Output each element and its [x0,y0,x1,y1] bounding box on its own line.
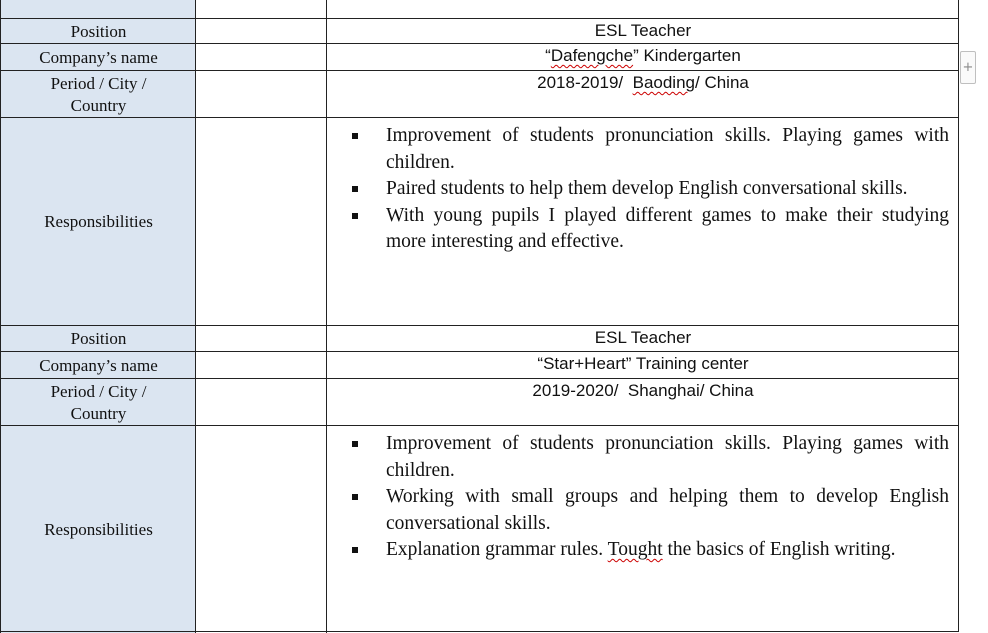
responsibilities-list [386,123,949,256]
blank-cell[interactable] [195,425,327,633]
label-responsibilities-1: Responsibilities [0,117,196,326]
list-item: Improvement of students pronunciation skills. Playing games with children. [386,123,949,176]
table-right-border [958,0,959,632]
blank-cell[interactable] [195,43,327,71]
blank-cell[interactable] [195,325,327,352]
blank-cell[interactable] [195,378,327,426]
blank-cell-top[interactable] [195,0,327,19]
bullet-icon [352,441,358,447]
bullet-icon [352,133,358,139]
responsibilities-value-1[interactable] [326,117,959,326]
label-company-1: Company’s name [0,43,196,71]
list-item: Explanation grammar rules. Tought the basics of English writing. [386,537,949,564]
bullet-icon [352,494,358,500]
company-value-1[interactable]: “Dafengche” Kindergarten [326,43,959,71]
label-company-2: Company’s name [0,351,196,379]
list-item: Working with small groups and helping them to develop English conversational skills. [386,484,949,537]
list-item: Paired students to help them develop English conversational skills. [386,176,949,203]
position-value-2[interactable]: ESL Teacher [326,325,959,352]
label-position-2: Position [0,325,196,352]
spelling-flag[interactable]: Tought [607,539,663,560]
label-period-2: Period / City / Country [0,378,196,426]
label-period-1: Period / City / Country [0,70,196,118]
blank-cell[interactable] [195,70,327,118]
bullet-icon [352,213,358,219]
list-item: Improvement of students pronunciation skills. Playing games with children. [386,431,949,484]
responsibilities-list [386,431,949,564]
position-value-1[interactable]: ESL Teacher [326,18,959,44]
period-value-2[interactable]: 2019-2020/ Shanghai/ China [326,378,959,426]
label-position-1: Position [0,18,196,44]
blank-cell[interactable] [195,18,327,44]
spelling-flag[interactable]: Baoding [632,73,695,92]
period-value-1[interactable]: 2018-2019/ Baoding/ China [326,70,959,118]
bullet-icon [352,186,358,192]
label-cell-top [0,0,196,19]
add-row-button[interactable] [960,51,976,84]
blank-cell[interactable] [195,351,327,379]
list-item: With young pupils I played different games to make their studying more interesting and effective. [386,203,949,256]
company-value-2[interactable]: “Star+Heart” Training center [326,351,959,379]
blank-cell[interactable] [195,117,327,326]
label-responsibilities-2: Responsibilities [0,425,196,633]
spelling-flag[interactable]: Dafengche [550,46,634,65]
responsibilities-value-2[interactable] [326,425,959,633]
value-cell-top[interactable] [326,0,959,19]
bullet-icon [352,547,358,553]
plus-icon: + [962,60,974,75]
